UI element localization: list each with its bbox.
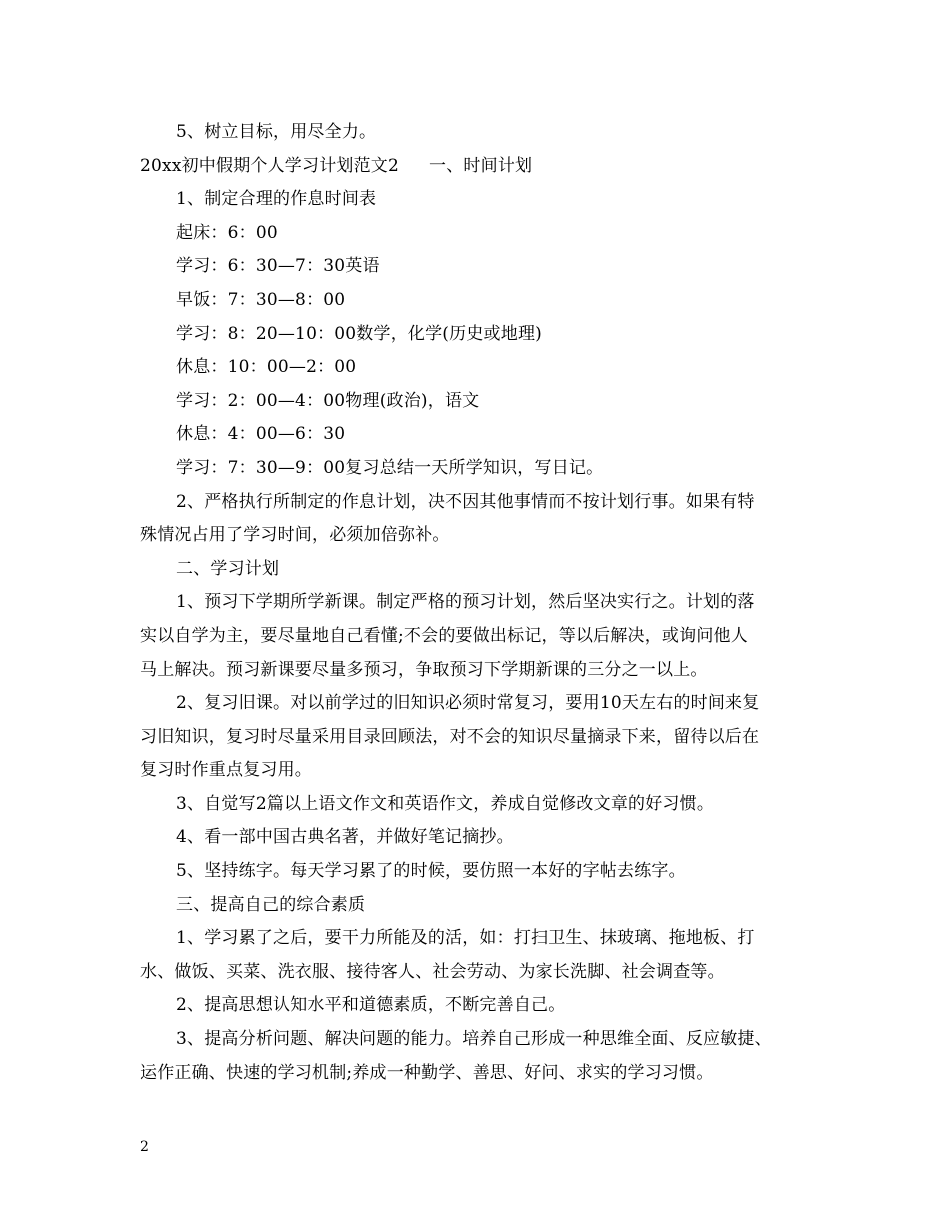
paragraph-line: 实以自学为主，要尽量地自己看懂;不会的要做出标记，等以后解决，或询问他人 (140, 625, 748, 646)
paragraph-line: 3、提高分析问题、解决问题的能力。培养自己形成一种思维全面、反应敏捷、 (176, 1029, 772, 1050)
paragraph-line: 马上解决。预习新课要尽量多预习，争取预习下学期新课的三分之一以上。 (140, 659, 708, 680)
paragraph-line: 3、自觉写2篇以上语文作文和英语作文，养成自觉修改文章的好习惯。 (176, 793, 715, 814)
schedule-line: 学习：6：30—7：30英语 (176, 256, 380, 277)
schedule-line: 休息：4：00—6：30 (176, 424, 346, 445)
paragraph-line: 习旧知识，复习时尽量采用目录回顾法，对不会的知识尽量摘录下来，留待以后在 (140, 726, 760, 747)
schedule-line: 早饭：7：30—8：00 (176, 289, 346, 310)
paragraph-line: 复习时作重点复习用。 (140, 760, 312, 781)
page-number: 2 (140, 1139, 149, 1155)
schedule-line: 学习：2：00—4：00物理(政治)，语文 (176, 390, 480, 411)
schedule-line: 学习：8：20—10：00数学，化学(历史或地理) (176, 323, 542, 344)
paragraph-line: 2、复习旧课。对以前学过的旧知识必须时常复习，要用10天左右的时间来复 (176, 693, 760, 714)
paragraph-line: 1、预习下学期所学新课。制定严格的预习计划，然后坚决实行之。计划的落 (176, 592, 755, 613)
paragraph-line: 1、学习累了之后，要干力所能及的活，如：打扫卫生、抹玻璃、拖地板、打 (176, 928, 755, 949)
document-body (140, 116, 812, 1090)
schedule-line: 起床：6：00 (176, 222, 278, 243)
paragraph-line: 2、提高思想认知水平和道德素质，不断完善自己。 (176, 995, 566, 1016)
paragraph-line: 5、坚持练字。每天学习累了的时候，要仿照一本好的字帖去练字。 (176, 861, 686, 882)
section-heading-line (140, 150, 812, 184)
paragraph-line: 殊情况占用了学习时间，必须加倍弥补。 (140, 525, 450, 546)
document-title: 20xx初中假期个人学习计划范文2 (140, 155, 400, 176)
paragraph-line: 水、做饭、买菜、洗衣服、接待客人、社会劳动、为家长洗脚、社会调查等。 (140, 961, 725, 982)
paragraph-line: 4、看一部中国古典名著，并做好笔记摘抄。 (176, 827, 514, 848)
section-heading: 一、时间计划 (429, 155, 533, 176)
schedule-line: 学习：7：30—9：00复习总结一天所学知识，写日记。 (176, 457, 604, 478)
schedule-line: 休息：10：00—2：00 (176, 357, 357, 378)
paragraph-line: 运作正确、快速的学习机制;养成一种勤学、善思、好问、求实的学习习惯。 (140, 1062, 714, 1083)
section-heading: 二、学习计划 (176, 558, 280, 579)
section-heading: 三、提高自己的综合素质 (176, 894, 366, 915)
paragraph-line: 5、树立目标，用尽全力。 (176, 122, 377, 142)
paragraph-line: 1、制定合理的作息时间表 (176, 189, 377, 210)
paragraph-line: 2、严格执行所制定的作息计划，决不因其他事情而不按计划行事。如果有特 (176, 491, 755, 512)
